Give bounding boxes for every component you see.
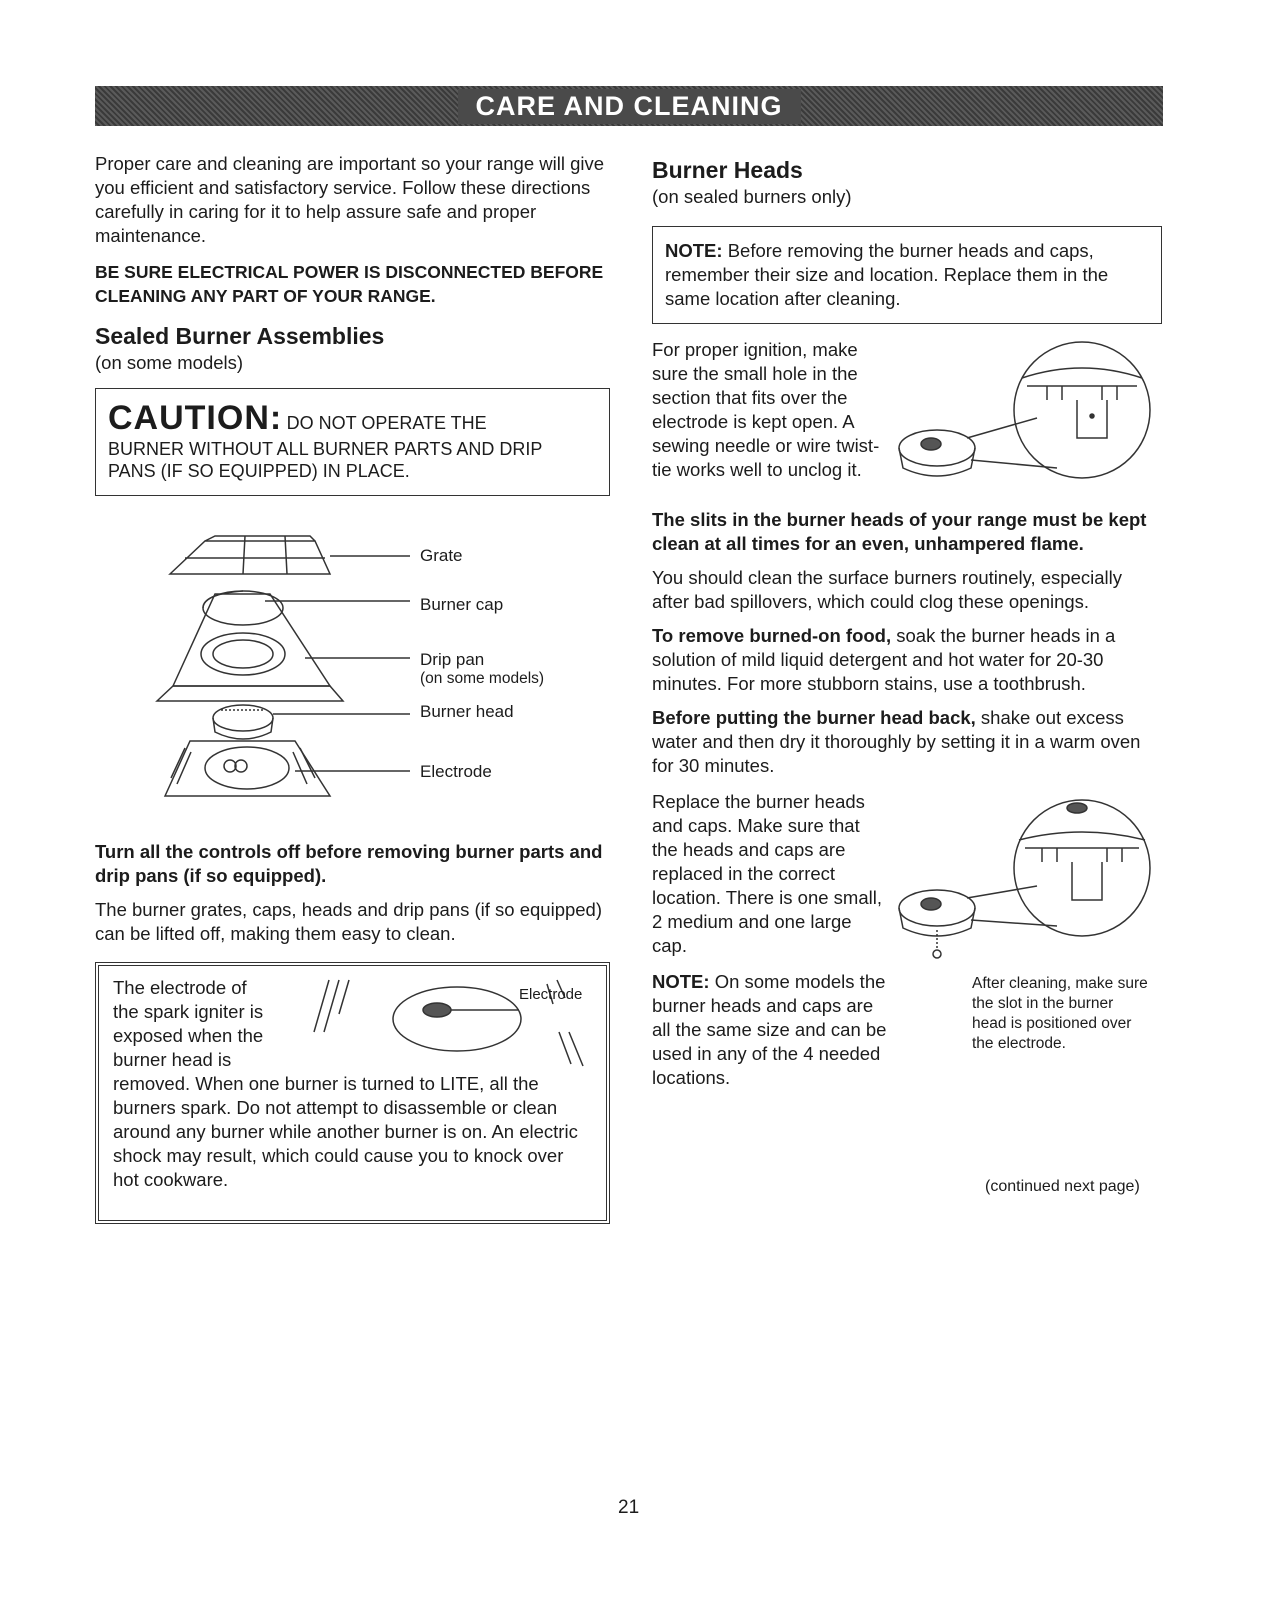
caution-line-3: PANS (IF SO EQUIPPED) IN PLACE. — [108, 461, 410, 481]
label-drip-pan-note: (on some models) — [420, 670, 545, 687]
remove-food-text: soak the burner heads in a solution of mild liquid detergent and hot water for 20-30 minutes. For more stubborn stains, use a toothbrush. — [652, 625, 1116, 694]
power-warning: BE SURE ELECTRICAL POWER IS DISCONNECTED BEFORE CLEANING ANY PART OF YOUR RANGE. — [95, 262, 604, 306]
left-column — [95, 152, 610, 1224]
electrode-box-line-2: the spark igniter is — [113, 1001, 264, 1022]
intro-paragraph: Proper care and cleaning are important so your range will give you efficient and satisfactory service. Follow these directions carefully in caring for it to help assure safe and proper maintenance. — [95, 153, 605, 246]
burner-head-slot-illustration — [897, 790, 1157, 960]
label-burner-head: Burner head — [420, 702, 514, 721]
caution-line-1: DO NOT OPERATE THE — [286, 413, 487, 433]
note-box — [652, 226, 1162, 324]
burner-exploded-diagram — [95, 496, 610, 826]
remove-food-label: To remove burned-on food, — [652, 625, 892, 646]
note2-paragraph — [652, 970, 892, 1090]
electrode-box-rest: removed. When one burner is turned to LITE, all the burners spark. Do not attempt to disassemble or clean around any burner while another burner is on. An electric shock may result, which could cause you to knock over hot cookware. — [113, 1073, 578, 1190]
caution-line-2: BURNER WITHOUT ALL BURNER PARTS AND DRIP — [108, 439, 543, 459]
note-paragraph — [665, 239, 1151, 311]
controls-off-paragraph: Turn all the controls off before removing burner parts and drip pans (if so equipped). — [95, 841, 603, 886]
note2-label: NOTE: — [652, 971, 710, 992]
label-drip-pan: Drip pan — [420, 650, 485, 669]
burner-heads-heading: Burner Heads — [652, 157, 803, 183]
burner-head-hole-illustration — [897, 338, 1157, 498]
sealed-burner-heading: Sealed Burner Assemblies — [95, 323, 385, 349]
electrode-box-line-3: exposed when the — [113, 1025, 264, 1046]
section-banner — [95, 86, 1163, 126]
caution-word: CAUTION: — [108, 399, 283, 437]
burner-heads-subheading: (on sealed burners only) — [652, 186, 852, 207]
after-cleaning-caption: After cleaning, make sure the slot in the burner head is positioned over the electrode. — [972, 975, 1148, 1052]
label-burner-cap: Burner cap — [420, 595, 504, 614]
slits-paragraph: The slits in the burner heads of your range must be kept clean at all times for an even, unhampered flame. — [652, 509, 1147, 554]
note-text: Before removing the burner heads and caps, remember their size and location. Replace them in the same location after cleaning. — [665, 240, 1109, 309]
note-label: NOTE: — [665, 240, 723, 261]
note2-text: On some models the burner heads and caps are all the same size and can be used in any of the 4 needed locations. — [652, 971, 887, 1088]
caution-box — [95, 388, 610, 496]
label-grate: Grate — [420, 546, 463, 565]
burner-diagram-illustration — [95, 496, 610, 826]
electrode-box-line-1: The electrode of — [113, 977, 247, 998]
before-putting-text: shake out excess water and then dry it thoroughly by setting it in a warm oven for 30 minutes. — [652, 707, 1141, 776]
before-putting-paragraph — [652, 706, 1162, 778]
continued-note: (continued next page) — [985, 1178, 1140, 1195]
remove-food-paragraph — [652, 624, 1162, 696]
label-electrode: Electrode — [420, 762, 492, 781]
replace-paragraph: Replace the burner heads and caps. Make sure that the heads and caps are replaced in the correct location. There is one small, 2 medium and one large cap. — [652, 791, 882, 956]
ignition-paragraph: For proper ignition, make sure the small hole in the section that fits over the electrode is kept open. A sewing needle or wire twist-tie works well to unclog it. — [652, 339, 880, 480]
sealed-burner-subheading: (on some models) — [95, 352, 244, 373]
ignition-row — [652, 338, 1162, 498]
right-column — [652, 152, 1162, 1090]
electrode-box-line-4: burner head is — [113, 1049, 232, 1070]
electrode-warning-box — [95, 962, 610, 1224]
routine-paragraph: You should clean the surface burners routinely, especially after bad spillovers, which could clog these openings. — [652, 567, 1122, 612]
before-putting-label: Before putting the burner head back, — [652, 707, 976, 728]
lift-off-paragraph: The burner grates, caps, heads and drip pans (if so equipped) can be lifted off, making them easy to clean. — [95, 899, 603, 944]
page-number: 21 — [618, 1497, 640, 1518]
banner-title: CARE AND CLEANING — [458, 89, 801, 124]
replace-row — [652, 790, 1162, 1090]
electrode-box-label: Electrode — [519, 986, 583, 1003]
